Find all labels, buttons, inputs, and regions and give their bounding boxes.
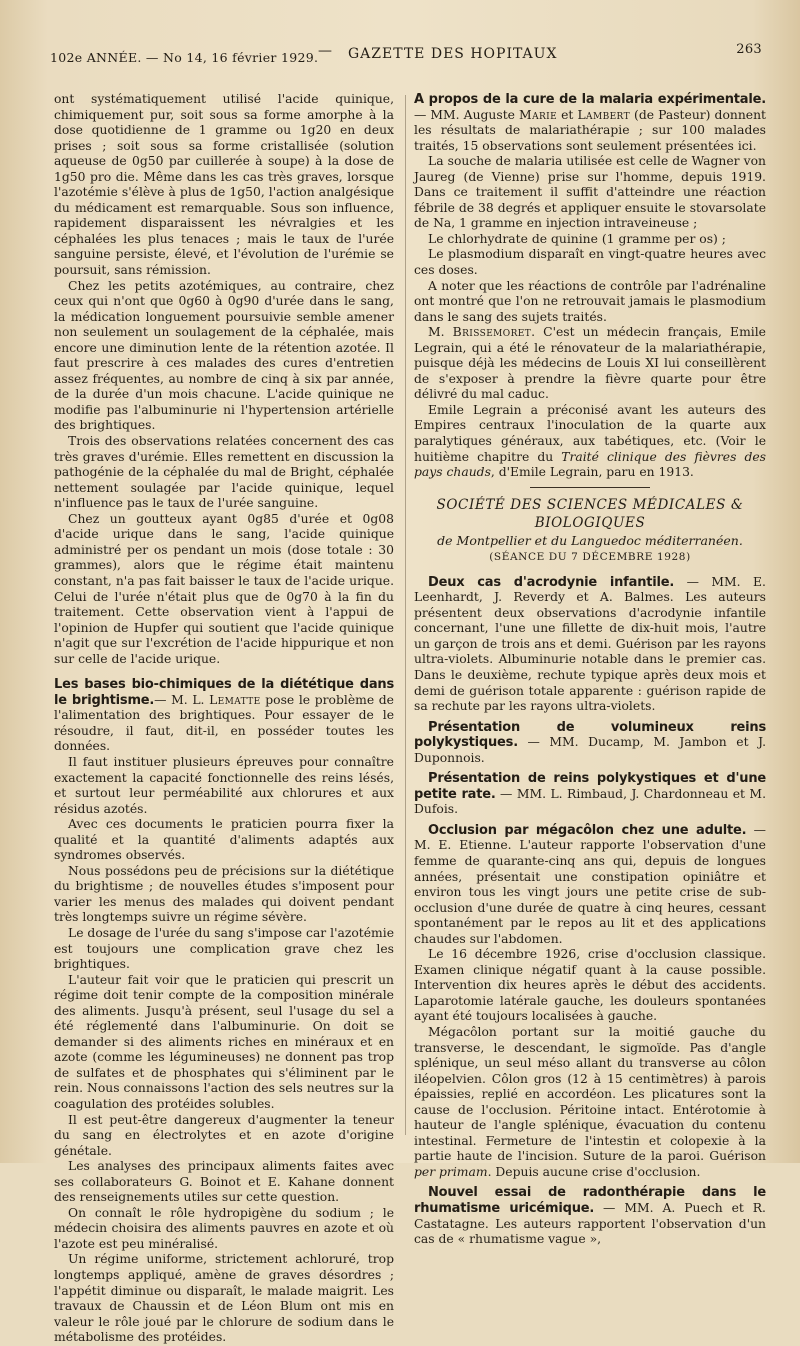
article-occlusion: Occlusion par mégacôlon chez une adulte. — M. E. Etienne. L'auteur rapporte l'observation d'une femme de quarante-cinq ans qui, depuis de longues années, présentait une constipation opiniâtre et environ tous les vingt jours une petite crise de sub-occlusion d'une durée de quatre à cinq heures, cessant spontanément par le repos au lit et des applications chaudes sur l'abdomen. bbox=[414, 822, 766, 946]
paragraph: Avec ces documents le praticien pourra fixer la qualité et la quantité d'aliments adaptés aux syndromes observés. bbox=[54, 817, 394, 863]
paragraph: L'auteur fait voir que le praticien qui prescrit un régime doit tenir compte de la composition minérale des aliments. Jusqu'à présent, seul l'usage du sel a été réglementé dans l'albuminurie. On doit se demander si des aliments riches en minéraux et en azote (comme les légumineuses) ne donnent pas trop de sulfates et de phosphates qui s'éliminent par le rein. Nous connaissons l'action des sels neutres sur la coagulation des protéides solubles. bbox=[54, 972, 394, 1111]
article-malaria: A propos de la cure de la malaria expérimentale. — MM. Auguste Marie et Lambert (de Pasteur) donnent les résultats de malariathérapie ; sur 100 malades traités, 15 observations sont seulement présentées ici. bbox=[414, 92, 766, 153]
article-acrodynie: Deux cas d'acrodynie infantile. — MM. E. Leenhardt, J. Reverdy et A. Balmes. Les auteurs présentent deux observations d'acrodynie infantile concernant, l'une une fillette de dix-huit mois, l'autre un garçon de trois ans et demi. Guérison par les rayons ultra-violets. Albuminurie notable dans le premier cas. Dans le deuxième, rechute typique après deux mois et demi de guérison totale apparente : guérison rapide de sa rechute par les rayons ultra-violets. bbox=[414, 574, 766, 714]
paragraph: Le 16 décembre 1926, crise d'occlusion classique. Examen clinique négatif quant à la cause possible. Intervention dix heures après le début des accidents. Laparotomie latérale gauche, les douleurs spontanées ayant été toujours localisées à gauche. bbox=[414, 947, 766, 1024]
journal-title: GAZETTE DES HOPITAUX bbox=[348, 46, 558, 62]
left-column bbox=[54, 92, 394, 1346]
article-radon: Nouvel essai de radonthérapie dans le rhumatisme uricémique. — MM. A. Puech et R. Castatagne. Les auteurs rapportent l'observation d'un cas de « rhumatisme vague », bbox=[414, 1185, 766, 1247]
authors: — MM. E. Leenhardt, J. Reverdy et A. Balmes. bbox=[414, 574, 766, 605]
society-subtitle: de Montpellier et du Languedoc méditerranéen. bbox=[437, 532, 743, 548]
page-number: 263 bbox=[736, 42, 762, 57]
paragraph: Emile Legrain a préconisé avant les auteurs des Empires centraux l'inoculation de la quarte aux paralytiques généraux, aux tabétiques, etc. (Voir le huitième chapitre du Traité clinique des fièvres des pays chauds, d'Emile Legrain, paru en 1913. bbox=[414, 402, 766, 480]
paragraph: Chez un goutteux ayant 0g85 d'urée et 0g08 d'acide urique dans le sang, l'acide quinique administré per os pendant un mois (dose totale : 30 grammes), alors que le régime était maintenu constant, n'a pas fait baisser le taux de l'acide urique. Celui de l'urée n'était plus que de 0g70 à la fin du traitement. Cette observation vient à l'appui de l'opinion de Hupfer qui soutient que l'acide quinique n'agit que sur l'excrétion de l'acide hippurique et non sur celle de l'acide urique. bbox=[54, 511, 394, 666]
article-title: A propos de la cure de la malaria expérimentale. bbox=[414, 92, 766, 107]
authors: — M. E. Etienne. bbox=[414, 822, 766, 853]
paragraph: Chez les petits azotémiques, au contraire, chez ceux qui n'ont que 0g60 à 0g90 d'urée dans le sang, la médication longuement poursuivie semble amener non seulement un soulagement de la céphalée, mais encore une diminution lente de la rétention azotée. Il faut prescrire à ces malades des cures d'entretien assez fréquentes, au nombre de cinq à six par année, de la durée d'un mois chacune. L'acide quinique ne modifie pas l'albuminurie ni l'hypertension artérielle des brightiques. bbox=[54, 278, 394, 433]
page-header bbox=[50, 42, 762, 68]
article-diet: Les bases bio-chimiques de la diététique dans le brightisme.— M. L. Lematte pose le problème de l'alimentation des brightiques. Pour essayer de le résoudre, il faut, dit-il, en posséder toutes les données. bbox=[54, 677, 394, 754]
paragraph: Les analyses des principaux aliments faites avec ses collaborateurs G. Boinot et E. Kahane donnent des renseignements utiles sur cette question. bbox=[54, 1159, 394, 1205]
article-title: Nouvel essai de radonthérapie dans le rhumatisme uricémique. bbox=[414, 1185, 766, 1216]
issue-info: 102e ANNÉE. — No 14, 16 février 1929. bbox=[50, 50, 319, 65]
author-name: Marie bbox=[519, 107, 558, 122]
paragraph: M. Brissemoret. C'est un médecin français, Emile Legrain, qui a été le rénovateur de la malariathérapie, puisque déjà les médecins de Louis XI lui conseillèrent de s'exposer à prendre la fièvre quarte pour être délivré du mal caduc. bbox=[414, 325, 766, 402]
paragraph: Le dosage de l'urée du sang s'impose car l'azotémie est toujours une complication grave chez les brightiques. bbox=[54, 925, 394, 972]
article-reins bbox=[414, 720, 766, 767]
section-rule bbox=[530, 487, 650, 488]
right-column bbox=[414, 92, 766, 1248]
authors: — MM. Ducamp, M. Jambon et J. Duponnois. bbox=[414, 735, 766, 765]
paragraph: Nous possédons peu de précisions sur la diététique du brightisme ; de nouvelles études s'imposent pour varier les menus des malades qui doivent pendant très longtemps suivre un régime sévère. bbox=[54, 863, 394, 925]
article-title: Présentation de reins polykystiques et d'une petite rate. bbox=[414, 771, 766, 802]
paragraph: ont systématiquement utilisé l'acide quinique, chimiquement pur, soit sous sa forme amorphe à la dose quotidienne de 1 gramme ou 1g20 en deux prises ; soit sous sa forme cristallisée (solution aqueuse de 0g50 par cuillerée à soupe) à la dose de 1g50 pro die. Même dans les cas très graves, lorsque l'azotémie s'élève à plus de 1g50, l'action analgésique du médicament est remarquable. Sous son influence, rapidement disparaissent les névralgies et les céphalées les plus tenaces ; mais le taux de l'urée sanguine persiste, élevé, et l'évolution de l'urémie se poursuit, sans rémission. bbox=[54, 92, 394, 278]
paragraph: Un régime uniforme, strictement achloruré, trop longtemps appliqué, amène de graves désordres ; l'appétit diminue ou disparaît, le malade maigrit. Les travaux de Chaussin et de Léon Blum ont mis en valeur le rôle joué par le chlorure de sodium dans le métabolisme des protéides. bbox=[54, 1252, 394, 1345]
session-date: (SÉANCE DU 7 DÉCEMBRE 1928) bbox=[489, 550, 691, 563]
paragraph: La souche de malaria utilisée est celle de Wagner von Jaureg (de Vienne) prise sur l'homme, depuis 1919. Dans ce traitement il suffit d'atteindre une réaction fébrile de 38 degrés et appliquer ensuite le stovarsolate de Na, 1 gramme en injection intraveineuse ; bbox=[414, 154, 766, 231]
article-title: Occlusion par mégacôlon chez une adulte. bbox=[428, 822, 747, 838]
author-name: Lambert bbox=[577, 107, 630, 122]
paragraph: Il est peut-être dangereux d'augmenter la teneur du sang en électrolytes et en azote d'origine génétale. bbox=[54, 1112, 394, 1158]
paragraph: On connaît le rôle hydropigène du sodium ; le médecin choisira des aliments pauvres en azote et où l'azote est peu minéralisé. bbox=[54, 1205, 394, 1251]
author-name: Brissemoret bbox=[452, 325, 532, 340]
society-name: SOCIÉTÉ DES SCIENCES MÉDICALES & BIOLOGIQUES bbox=[436, 496, 744, 531]
authors: — MM. L. Rimbaud, J. Chardonneau et M. Dufois. bbox=[414, 786, 766, 817]
column-divider bbox=[405, 95, 406, 1135]
paragraph: Le plasmodium disparaît en vingt-quatre heures avec ces doses. bbox=[414, 247, 766, 278]
article-title: Deux cas d'acrodynie infantile. bbox=[428, 574, 675, 590]
author-name: Lematte bbox=[209, 692, 261, 707]
paragraph: Le chlorhydrate de quinine (1 gramme per os) ; bbox=[428, 231, 726, 246]
article-reins-rate bbox=[414, 771, 766, 818]
article-title: Les bases bio-chimiques de la diététique dans le brightisme. bbox=[54, 677, 394, 708]
paragraph: Il faut instituer plusieurs épreuves pour connaître exactement la capacité fonctionnelle des reins lésés, et surtout leur perméabilité aux chlorures et aux résidus azotés. bbox=[54, 754, 394, 816]
header-dash: — bbox=[318, 43, 333, 59]
paragraph: Mégacôlon portant sur la moitié gauche du transverse, le descendant, le sigmoïde. Pas d'angle splénique, un seul méso allant du transverse au côlon iléopelvien. Côlon gros (12 à 15 centimètres) à parois épaissies, replié en accordéon. Les plicatures sont la cause de l'occlusion. Péritoine intact. Entérotomie à hauteur de l'angle splénique, évacuation du contenu intestinal. Fermeture de l'intestin et colopexie à la partie haute de l'incision. Suture de la paroi. Guérison per primam. Depuis aucune crise d'occlusion. bbox=[414, 1024, 766, 1179]
authors: — MM. A. Puech et R. Castatagne. bbox=[414, 1201, 766, 1231]
article-title: Présentation de volumineux reins polykystiques. bbox=[414, 719, 766, 751]
paragraph: A noter que les réactions de contrôle par l'adrénaline ont montré que l'on ne retrouvait jamais le plasmodium dans le sang des sujets traités. bbox=[414, 278, 766, 324]
paragraph: Trois des observations relatées concernent des cas très graves d'urémie. Elles remettent en discussion la pathogénie de la céphalée du mal de Bright, céphalée nettement soulagée par l'acide quinique, lequel n'influence pas le taux de l'urée sanguine. bbox=[54, 434, 394, 511]
book-title: Traité clinique des fièvres des pays chauds bbox=[414, 449, 766, 480]
